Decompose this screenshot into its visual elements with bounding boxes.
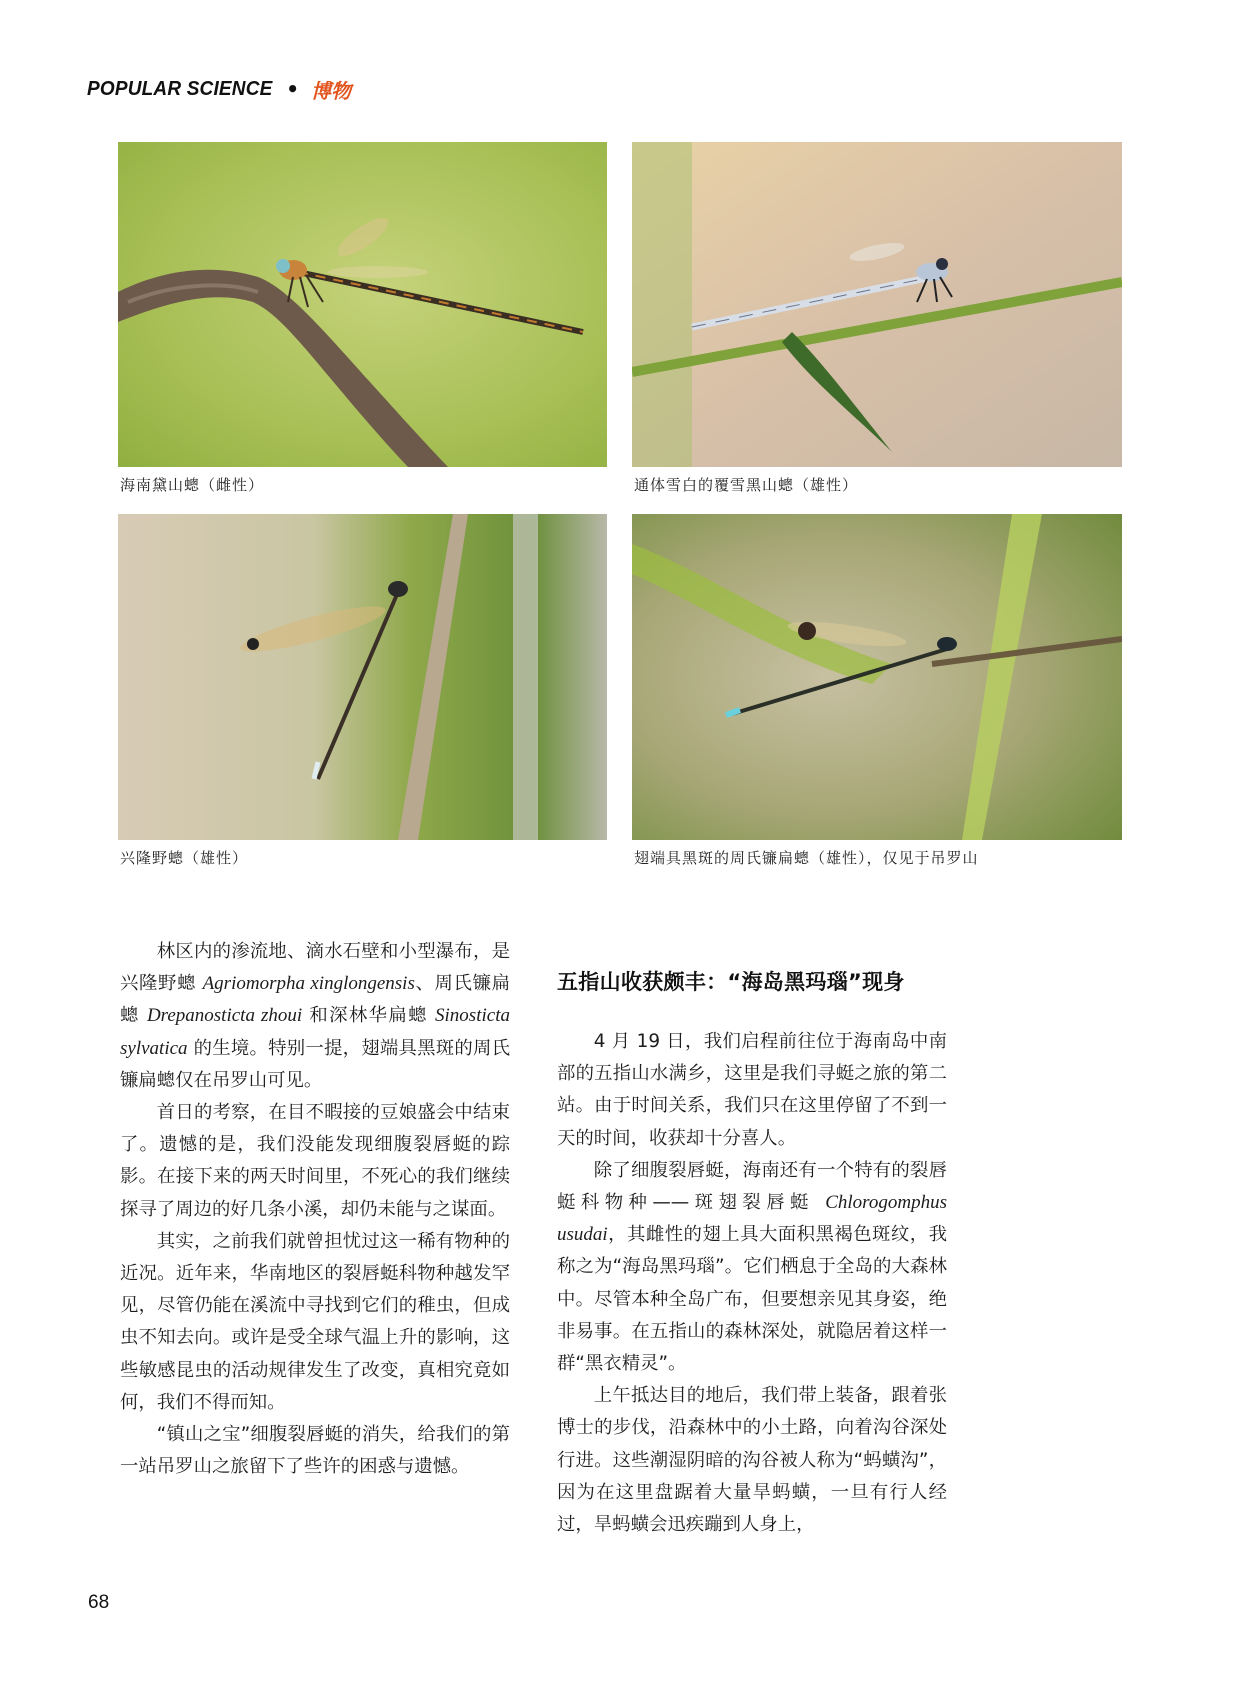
damselfly-photo-image: [118, 514, 607, 840]
paragraph: 林区内的渗流地、滴水石壁和小型瀑布，是兴隆野蟌 Agriomorpha xinglongensis、周氏镰扁蟌 Drepanosticta zhoui 和深林华扁蟌 Sinosticta sylvatica 的生境。特别一提，翅端具黑斑的周氏镰扁蟌仅在吊罗山可见。: [120, 941, 510, 1091]
photo-xinglong-male-damselfly: [118, 514, 607, 840]
paragraph: 首日的考察，在目不暇接的豆娘盛会中结束了。遗憾的是，我们没能发现细腹裂唇蜓的踪影。在接下来的两天时间里，不死心的我们继续探寻了周边的好几条小溪，却仍未能与之谋面。: [120, 1102, 510, 1220]
section-name: 博物: [311, 78, 352, 103]
page-number: 68: [88, 1592, 110, 1613]
photo-caption: 翅端具黑斑的周氏镰扁蟌（雄性），仅见于吊罗山: [634, 849, 979, 867]
paragraph: 除了细腹裂唇蜓，海南还有一个特有的裂唇蜓科物种——斑翅裂唇蜓 Chlorogomphus usudai，其雌性的翅上具大面积黑褐色斑纹，我称之为“海岛黑玛瑙”。它们栖息于全岛的大森林中。尽管本种全岛广布，但要想亲见其身姿，绝非易事。在五指山的森林深处，就隐居着这样一群“黑衣精灵”。: [557, 1159, 947, 1375]
paragraph: 其实，之前我们就曾担忧过这一稀有物种的近况。近年来，华南地区的裂唇蜓科物种越发罕见，尽管仍能在溪流中寻找到它们的稚虫，但成虫不知去向。或许是受全球气温上升的影响，这些敏感昆虫的活动规律发生了改变，真相究竟如何，我们不得而知。: [120, 1230, 510, 1413]
species-name: Drepanosticta zhoui: [146, 1005, 303, 1027]
paragraph: “镇山之宝”细腹裂唇蜓的消失，给我们的第一站吊罗山之旅留下了些许的困惑与遗憾。: [120, 1424, 510, 1478]
damselfly-photo-image: [118, 142, 607, 467]
species-name: Chlorogomphus usudai: [557, 1192, 947, 1246]
section-subheading: 五指山收获颇丰：“海岛黑玛瑙”现身: [557, 970, 905, 994]
photo-caption: 海南黛山蟌（雌性）: [120, 476, 265, 494]
photo-caption: 通体雪白的覆雪黑山蟌（雄性）: [634, 476, 859, 494]
paragraph: 4 月 19 日，我们启程前往位于海南岛中南部的五指山水满乡，这里是我们寻蜓之旅的第二站。由于时间关系，我们只在这里停留了不到一天的时间，收获却十分喜人。: [557, 1031, 947, 1149]
header-separator: •: [286, 77, 300, 101]
photo-caption: 兴隆野蟌（雄性）: [120, 849, 249, 867]
magazine-brand: POPULAR SCIENCE: [87, 77, 273, 100]
photo-hainan-female-damselfly: [118, 142, 607, 467]
article-left-column: [120, 936, 510, 1483]
damselfly-photo-image: [632, 142, 1122, 467]
species-name: Agriomorpha xinglongensis: [202, 973, 415, 995]
running-header: [87, 74, 351, 104]
photo-white-male-damselfly: [632, 142, 1122, 467]
article-right-column: [557, 1026, 947, 1541]
paragraph: 上午抵达目的地后，我们带上装备，跟着张博士的步伐，沿森林中的小土路，向着沟谷深处行进。这些潮湿阴暗的沟谷被人称为“蚂蟥沟”，因为在这里盘踞着大量旱蚂蟥，一旦有行人经过，旱蚂蟥会迅疾蹦到人身上，: [557, 1385, 947, 1536]
species-name: Sinosticta sylvatica: [120, 1005, 510, 1059]
photo-zhou-male-damselfly: [632, 514, 1122, 840]
damselfly-photo-image: [632, 514, 1122, 840]
